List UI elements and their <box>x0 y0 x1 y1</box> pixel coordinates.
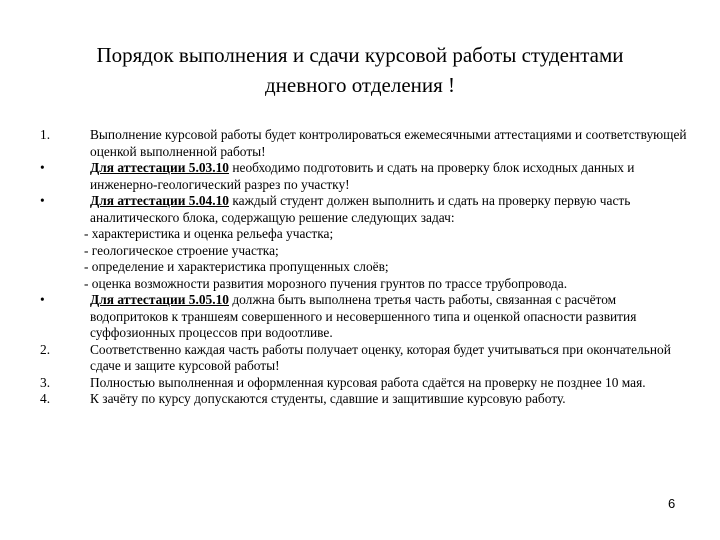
attestation-heading: Для аттестации 5.05.10 <box>90 292 229 307</box>
requirements-list <box>40 127 690 408</box>
list-item <box>40 292 690 342</box>
attestation-heading: Для аттестации 5.03.10 <box>90 160 229 175</box>
list-item-text: К зачёту по курсу допускаются студенты, сдавшие и защитившие курсовую работу. <box>90 391 566 406</box>
bullet-marker: • <box>40 160 45 175</box>
list-marker: 3. <box>40 374 51 390</box>
task-item: - определение и характеристика пропущенных слоёв; <box>84 259 389 274</box>
task-item: - характеристика и оценка рельефа участка; <box>84 226 334 241</box>
task-item: - оценка возможности развития морозного пучения грунтов по трассе трубопровода. <box>84 275 568 291</box>
page-number: 6 <box>668 496 676 511</box>
list-marker: 4. <box>40 391 51 406</box>
attestation-heading: Для аттестации 5.04.10 <box>90 193 229 208</box>
slide-title <box>40 40 680 100</box>
list-item <box>40 375 690 392</box>
list-item <box>40 127 690 160</box>
list-item <box>40 342 690 375</box>
list-item <box>40 160 690 193</box>
list-item-text: Полностью выполненная и оформленная курсовая работа сдаётся на проверку не позднее 10 мая. <box>90 374 646 390</box>
list-item <box>40 193 690 226</box>
bullet-marker: • <box>40 292 45 307</box>
task-list <box>40 226 690 292</box>
list-item-text: Соответственно каждая часть работы получает оценку, которая будет учитываться при окончательной сдаче и защите курсовой работы! <box>90 341 671 373</box>
title-line-1: Порядок выполнения и сдачи курсовой работы студентами <box>96 43 624 67</box>
list-item-text: каждый студент должен выполнить и сдать на проверку первую часть аналитического блока, содержащую решение следующих задач: <box>90 193 631 225</box>
list-item-text: необходимо подготовить и сдать на проверку блок исходных данных и инженерно-геологический разрез по участку! <box>90 160 635 192</box>
list-marker: 1. <box>40 127 51 142</box>
bullet-marker: • <box>40 193 45 208</box>
task-item: - геологическое строение участка; <box>84 242 279 258</box>
list-item <box>40 391 690 408</box>
list-item-text: Выполнение курсовой работы будет контролироваться ежемесячными аттестациями и соответствующей оценкой выполненной работы! <box>90 127 687 159</box>
title-line-2: дневного отделения ! <box>264 73 456 97</box>
list-item-text: должна быть выполнена третья часть работы, связанная с расчётом водопритоков к траншеям совершенного и несовершенного типа и оценкой опасности развития суффозионных процессов при водоотливе. <box>90 292 637 340</box>
list-marker: 2. <box>40 341 51 357</box>
